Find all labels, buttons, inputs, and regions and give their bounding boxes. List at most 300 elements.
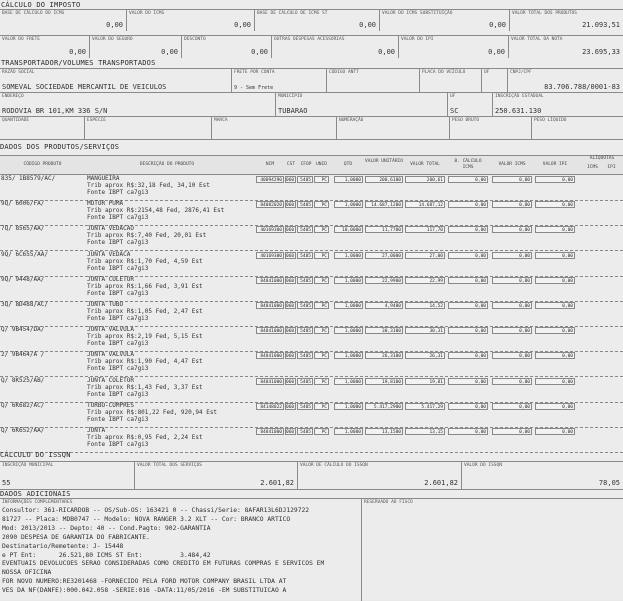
product-row: [0, 401, 623, 428]
product-bc: 0,00: [448, 428, 488, 435]
inscricao-municipal-value: 55: [2, 479, 11, 487]
product-trib: Trib aprox R$:7,40 Fed, 20,01 Est: [87, 232, 207, 240]
product-code: Q/ 9B454/DA/: [1, 326, 45, 334]
product-vunit: 26,3100: [365, 352, 403, 359]
product-trib: Trib aprox R$:1,43 Fed, 3,37 Est: [87, 383, 203, 391]
product-qtd: 1,0000: [334, 277, 363, 284]
product-ncm: 84841000: [256, 327, 284, 334]
product-code: 9Q/ 6006/FA/: [1, 200, 45, 208]
product-cst: 060: [286, 329, 295, 335]
placa-label: PLACA DO VEÍCULO: [422, 70, 466, 75]
peso-bruto-cell: [450, 117, 532, 139]
product-unid: PC: [314, 428, 329, 435]
product-ncm: 84841000: [256, 277, 284, 284]
product-code: 9Q/ 9448/AA/: [1, 275, 45, 283]
issqn-row: [0, 461, 623, 490]
product-vipi: 0,00: [535, 428, 575, 435]
product-vipi: 0,00: [535, 201, 575, 208]
product-cst: 060: [286, 404, 295, 410]
base-issqn-value: 2.601,82: [424, 479, 458, 487]
product-vicms: 0,00: [492, 403, 532, 410]
product-unid: PC: [314, 378, 329, 385]
cnpj-value: 83.706.788/0001-83: [544, 83, 620, 91]
product-vtotal: 5.417,29: [405, 403, 445, 410]
product-vicms: 0,00: [492, 378, 532, 385]
product-descricao: JUNTA COLETOR: [87, 275, 134, 283]
total-produtos-label: VALOR TOTAL DOS PRODUTOS: [512, 11, 578, 16]
product-row: [0, 275, 623, 302]
product-code: 9Q/ 6C655/AA/: [1, 250, 48, 258]
base-issqn-cell: [298, 462, 462, 489]
product-qtd: 1,0000: [334, 327, 363, 334]
product-code: Q/ 8K525/AB/: [1, 376, 45, 384]
inscricao-estadual-value: 250.631.130: [495, 107, 542, 115]
product-fonte: Fonte IBPT ca7gi3: [87, 441, 149, 448]
peso-liquido-label: PESO LÍQUIDO: [534, 118, 567, 123]
endereco-label: ENDEREÇO: [2, 94, 24, 99]
product-cst: 060: [286, 203, 295, 209]
product-row: [0, 250, 623, 277]
product-cfop: 5405: [297, 277, 313, 284]
uf-cell: [482, 69, 508, 93]
col-aliquotas: ALÍQUOTAS: [589, 156, 615, 161]
especie-cell: [85, 117, 212, 139]
marca-cell: [212, 117, 337, 139]
total-nota-value: 23.695,33: [582, 48, 620, 56]
product-bc: 0,00: [448, 378, 488, 385]
product-qtd: 1,0000: [334, 201, 363, 208]
product-trib: Trib aprox R$:1,66 Fed, 3,91 Est: [87, 282, 203, 290]
product-vicms: 0,00: [492, 428, 532, 435]
product-vipi: 0,00: [535, 327, 575, 334]
info-line: FOR NOVO NUMERO:RE3201468 -FORNECIDO PELA FORD MOTOR COMPANY BRASIL LTDA AT: [2, 578, 287, 586]
product-vicms: 0,00: [492, 176, 532, 183]
especie-label: ESPÉCIE: [87, 118, 106, 123]
product-description: [87, 351, 203, 372]
product-vicms: 0,00: [492, 302, 532, 309]
product-row: [0, 325, 623, 352]
frete-label: VALOR DO FRETE: [2, 37, 40, 42]
product-bc: 0,00: [448, 176, 488, 183]
razao-social-cell: [0, 69, 232, 93]
antt-label: CÓDIGO ANTT: [329, 70, 359, 75]
total-servicos-value: 2.601,82: [260, 479, 294, 487]
product-unid: PC: [314, 176, 329, 183]
municipio-cell: [276, 93, 448, 117]
valor-icms-st-value: 0,00: [489, 21, 506, 29]
product-cst: 060: [286, 178, 295, 183]
product-cfop: 5405: [297, 327, 313, 334]
info-line: EVENTUAIS DEVOLUCOES SERAO CONSIDERADAS COMO CREDITO EM FUTURAS COMPRAS E SERVICOS EM: [2, 560, 325, 568]
product-vtotal: 22,99: [405, 277, 445, 284]
product-ncm: 40169300: [256, 252, 284, 259]
product-bc: 0,00: [448, 201, 488, 208]
product-descricao: JUNTA VALVULA: [87, 351, 134, 359]
product-fonte: Fonte IBPT ca7gi3: [87, 289, 149, 297]
product-vunit: 22,9900: [365, 277, 403, 284]
product-trib: Trib aprox R$:0,95 Fed, 2,24 Est: [87, 434, 203, 441]
product-vtotal: 26,31: [405, 352, 445, 359]
uf-label: UF: [484, 70, 490, 75]
product-description: [87, 251, 203, 272]
product-qtd: 1,0000: [334, 428, 363, 435]
product-description: [87, 301, 203, 322]
product-ncm: 84841000: [256, 352, 284, 359]
product-vipi: 0,00: [535, 277, 575, 284]
product-cst: 060: [286, 228, 295, 234]
seguro-cell: [90, 36, 182, 58]
product-qtd: 1,0000: [334, 378, 363, 385]
product-fonte: Fonte IBPT ca7gi3: [87, 315, 149, 322]
product-vtotal: 14.687,12: [405, 201, 445, 208]
info-complementares-label: INFORMAÇÕES COMPLEMENTARES: [2, 500, 73, 505]
product-unid: PC: [314, 327, 329, 334]
product-vtotal: 14,52: [405, 302, 445, 309]
frete-cell: [0, 36, 90, 58]
total-produtos-cell: [510, 10, 623, 31]
valor-ipi-value: 0,00: [488, 48, 505, 56]
valor-icms-label: VALOR DO ICMS: [129, 11, 165, 16]
product-bc: 0,00: [448, 327, 488, 334]
product-ncm: 84841000: [256, 302, 284, 309]
product-vunit: 30,3100: [365, 327, 403, 334]
product-unid: PC: [314, 403, 329, 410]
section-title-issqn: CÁLCULO DO ISSQN: [0, 451, 71, 459]
product-cfop: 5405: [297, 176, 313, 183]
product-unid: PC: [314, 302, 329, 309]
valor-issqn-label: VALOR DO ISSQN: [464, 463, 502, 468]
product-qtd: 10,0000: [334, 226, 363, 233]
product-fonte: Fonte IBPT ca7gi3: [87, 214, 149, 222]
product-trib: Trib aprox R$:1,70 Fed, 4,59 Est: [87, 257, 203, 265]
product-vicms: 0,00: [492, 277, 532, 284]
product-descricao: JUNTA VALVULA: [87, 326, 134, 334]
desconto-value: 0,00: [251, 48, 268, 56]
outras-despesas-cell: [272, 36, 399, 58]
col-bc-icms: B. CÁLCULO ICMS: [454, 159, 482, 170]
total-produtos-value: 21.093,51: [582, 21, 620, 29]
col-ncm: NCM: [265, 162, 275, 167]
endereco-value: RODOVIA BR 101,KM 336 S/N: [2, 107, 108, 115]
product-unid: PC: [314, 201, 329, 208]
col-valor-ipi: VALOR IPI: [542, 162, 568, 167]
adicionais-box: [0, 498, 623, 601]
product-descricao: MOTOR PUMA: [87, 200, 124, 208]
transp-row-3: [0, 116, 623, 140]
frete-conta-cell: [232, 69, 327, 93]
total-servicos-label: VALOR TOTAL DOS SERVIÇOS: [137, 463, 203, 468]
base-issqn-label: VALOR DE CÁLCULO DO ISSQN: [300, 463, 368, 468]
info-line: NOSSA OFICINA: [2, 569, 52, 577]
transp-row-2: [0, 92, 623, 117]
product-vipi: 0,00: [535, 378, 575, 385]
product-row: [0, 174, 623, 201]
reservado-fisco-label: RESERVADO AO FISCO: [364, 500, 413, 505]
product-qtd: 1,0000: [334, 176, 363, 183]
uf2-label: UF: [450, 94, 456, 99]
outras-despesas-value: 0,00: [378, 48, 395, 56]
product-fonte: Fonte IBPT ca7gi3: [87, 365, 149, 373]
outras-despesas-label: OUTRAS DESPESAS ACESSÓRIAS: [274, 37, 345, 42]
product-vipi: 0,00: [535, 352, 575, 359]
product-vipi: 0,00: [535, 226, 575, 233]
col-unid: UNID: [316, 162, 327, 167]
product-description: [87, 377, 203, 398]
endereco-cell: [0, 93, 276, 117]
cnpj-cell: [508, 69, 623, 93]
info-line: 2090 DESPESA DE GARANTIA DO FABRICANTE.: [2, 533, 150, 541]
product-unid: PC: [314, 226, 329, 233]
bc-icms-st-cell: [255, 10, 380, 31]
product-descricao: MANGUEIRA: [87, 175, 120, 182]
bc-icms-label: BASE DE CÁLCULO DO ICMS: [2, 11, 65, 16]
col-qtd: QTD: [343, 162, 353, 167]
product-description: [87, 225, 206, 246]
cnpj-label: CNPJ/CPF: [510, 70, 532, 75]
product-fonte: Fonte IBPT ca7gi3: [87, 415, 149, 423]
valor-icms-value: 0,00: [234, 21, 251, 29]
product-cfop: 5405: [297, 352, 313, 359]
product-vtotal: 13,15: [405, 428, 445, 435]
col-valor-unitario: VALOR UNITÁRIO: [365, 159, 403, 164]
product-row: [0, 300, 623, 327]
product-vtotal: 30,31: [405, 327, 445, 334]
product-description: [87, 276, 203, 297]
section-title-transportador: TRANSPORTADOR/VOLUMES TRANSPORTADOS: [1, 59, 156, 67]
product-ncm: 40094290: [256, 176, 284, 183]
product-code: Q/ 6K652/AA/: [1, 427, 45, 434]
municipio-value: TUBARAO: [278, 107, 308, 115]
product-vicms: 0,00: [492, 226, 532, 233]
product-vicms: 0,00: [492, 252, 532, 259]
product-bc: 0,00: [448, 277, 488, 284]
col-aliq-icms: ICMS: [587, 165, 598, 170]
total-servicos-cell: [135, 462, 298, 489]
product-qtd: 1,0000: [334, 352, 363, 359]
quantidade-cell: [0, 117, 85, 139]
product-descricao: JUNTA VEDACAO: [87, 225, 134, 233]
product-descricao: TURBO-COMPRES: [87, 401, 134, 409]
product-vipi: 0,00: [535, 176, 575, 183]
valor-ipi-cell: [399, 36, 509, 58]
product-vicms: 0,00: [492, 352, 532, 359]
inscricao-estadual-label: INSCRIÇÃO ESTADUAL: [495, 94, 544, 99]
numeracao-label: NUMERAÇÃO: [339, 118, 364, 123]
product-description: [87, 200, 224, 221]
product-vicms: 0,00: [492, 327, 532, 334]
placa-cell: [420, 69, 482, 93]
col-aliq-ipi: IPI: [607, 165, 616, 170]
product-bc: 0,00: [448, 226, 488, 233]
product-code: 2/ 9B464/A /: [1, 351, 45, 359]
info-complementares-cell: [0, 499, 362, 601]
frete-value: 0,00: [69, 48, 86, 56]
info-line: Destinatario/Remetente: J- 15448: [2, 542, 124, 550]
info-line: Consultor: 361-RICARDOB -- OS/Sub-OS: 163421 0 -- Chassi/Serie: 8AFAR13L6DJ129722: [2, 507, 310, 514]
product-trib: Trib aprox R$:801,22 Fed, 920,94 Est: [87, 408, 218, 416]
inscricao-municipal-cell: [0, 462, 135, 489]
product-trib: Trib aprox R$:1,05 Fed, 2,47 Est: [87, 308, 203, 315]
product-qtd: 1,0000: [334, 302, 363, 309]
info-line: Mod: 2013/2013 -- Depto: 40 -- Cond.Pagto: 902-GARANTIA: [2, 524, 211, 532]
product-ncm: 40169300: [256, 226, 284, 233]
bc-icms-st-label: BASE DE CÁLCULO DE ICMS ST: [257, 11, 328, 16]
seguro-label: VALOR DO SEGURO: [92, 37, 133, 42]
product-ncm: 84148022: [256, 403, 284, 410]
valor-issqn-value: 78,05: [598, 479, 620, 487]
product-cfop: 5405: [297, 226, 313, 233]
product-code: 7Q/ 8565/AA/: [1, 225, 45, 233]
section-title-imposto: CÁLCULO DO IMPOSTO: [1, 1, 81, 9]
product-vipi: 0,00: [535, 302, 575, 309]
product-cst: 060: [286, 304, 295, 309]
reservado-fisco-cell: [362, 499, 623, 601]
product-vunit: 19,8100: [365, 378, 403, 385]
col-valor-icms: VALOR ICMS: [498, 162, 526, 167]
product-cfop: 5405: [297, 302, 313, 309]
col-codigo: CÓDIGO PRODUTO: [23, 162, 62, 167]
valor-icms-cell: [127, 10, 255, 31]
bc-icms-st-value: 0,00: [359, 21, 376, 29]
product-descricao: JUNTA: [87, 427, 106, 434]
product-vicms: 0,00: [492, 201, 532, 208]
peso-bruto-label: PESO BRUTO: [452, 118, 480, 123]
product-cst: 060: [286, 253, 295, 259]
product-cfop: 5405: [297, 378, 313, 385]
product-vtotal: 19,81: [405, 378, 445, 385]
product-unid: PC: [314, 252, 329, 259]
product-qtd: 1,0000: [334, 403, 363, 410]
product-cst: 060: [286, 379, 295, 385]
product-cfop: 5405: [297, 252, 313, 259]
antt-cell: [327, 69, 420, 93]
valor-icms-st-label: VALOR DO ICMS SUBSTITUIÇÃO: [382, 11, 453, 16]
product-code: Q/ 6K682/AC/: [1, 401, 45, 409]
product-cst: 060: [286, 278, 295, 284]
product-trib: Trib aprox R$:2,19 Fed, 5,15 Est: [87, 333, 203, 341]
product-cst: 060: [286, 430, 295, 435]
product-vtotal: 117,70: [405, 226, 445, 233]
section-title-produtos: DADOS DOS PRODUTOS/SERVIÇOS: [0, 143, 120, 151]
bc-icms-cell: [0, 10, 127, 31]
razao-social-value: SOMEVAL SOCIEDADE MERCANTIL DE VEICULOS: [2, 83, 167, 91]
product-bc: 0,00: [448, 403, 488, 410]
product-fonte: Fonte IBPT ca7gi3: [87, 340, 149, 348]
imposto-row-2: [0, 35, 623, 58]
product-unid: PC: [314, 277, 329, 284]
product-fonte: Fonte IBPT ca7gi3: [87, 239, 149, 247]
col-descricao: DESCRIÇÃO DO PRODUTO: [139, 162, 195, 167]
info-line: 81727 -- Placa: MDB0747 -- Modelo: NOVA RANGER 3.2 XLT -- Cor: BRANCO ARTICO: [2, 515, 291, 523]
product-vunit: 27,0000: [365, 252, 403, 259]
frete-conta-value: 9 - Sem Frete: [234, 85, 274, 91]
transp-row-1: [0, 68, 623, 93]
numeracao-cell: [337, 117, 450, 139]
marca-label: MARCA: [214, 118, 228, 123]
valor-issqn-cell: [462, 462, 623, 489]
uf2-cell: [448, 93, 493, 117]
product-cfop: 5405: [297, 428, 313, 435]
product-bc: 0,00: [448, 352, 488, 359]
product-description: [87, 427, 203, 448]
peso-liquido-cell: [532, 117, 623, 139]
product-ncm: 84841000: [256, 428, 284, 435]
product-vunit: 14.687,1200: [365, 201, 403, 208]
product-descricao: JUNTA COLETOR: [87, 376, 134, 384]
product-description: [87, 175, 210, 196]
total-nota-cell: [509, 36, 623, 58]
desconto-label: DESCONTO: [184, 37, 206, 42]
product-row: [0, 376, 623, 403]
product-vunit: 200,6100: [365, 176, 403, 183]
product-descricao: JUNTA VEDACA: [87, 250, 131, 258]
product-code: 835/ 1B8579/AC/: [1, 175, 56, 182]
product-ncm: 84841000: [256, 378, 284, 385]
seguro-value: 0,00: [161, 48, 178, 56]
desconto-cell: [182, 36, 272, 58]
valor-ipi-label: VALOR DO IPI: [401, 37, 434, 42]
uf2-value: SC: [450, 107, 459, 115]
col-valor-total: VALOR TOTAL: [410, 162, 440, 167]
product-vipi: 0,00: [535, 252, 575, 259]
product-trib: Trib aprox R$:32,18 Fed, 34,10 Est: [87, 182, 210, 189]
product-fonte: Fonte IBPT ca7gi3: [87, 189, 149, 196]
total-nota-label: VALOR TOTAL DA NOTA: [511, 37, 563, 42]
product-trib: Trib aprox R$:2154,48 Fed, 2876,41 Est: [87, 207, 225, 215]
quantidade-label: QUANTIDADE: [2, 118, 30, 123]
col-cfop: CFOP: [300, 162, 312, 167]
product-unid: PC: [314, 352, 329, 359]
product-bc: 0,00: [448, 302, 488, 309]
inscricao-estadual-cell: [493, 93, 623, 117]
produtos-header-row: [0, 155, 623, 175]
product-vipi: 0,00: [535, 403, 575, 410]
section-title-adicionais: DADOS ADICIONAIS: [0, 490, 71, 498]
product-row: [0, 350, 623, 377]
info-line: VES DA NF(DANFE):000.042.058 -SERIE:016 -DATA:11/05/2016 -EM SUBSTITUICAO A: [2, 587, 287, 595]
product-qtd: 1,0000: [334, 252, 363, 259]
product-vunit: 13,1500: [365, 428, 403, 435]
municipio-label: MUNICÍPIO: [278, 94, 303, 99]
product-cfop: 5405: [297, 201, 313, 208]
product-code: 3Q/ 8D488/AC/: [1, 301, 48, 308]
inscricao-municipal-label: INSCRIÇÃO MUNICIPAL: [2, 463, 54, 468]
product-vtotal: 200,61: [405, 176, 445, 183]
product-row: [0, 199, 623, 226]
col-cst: CST: [286, 162, 296, 167]
product-description: [87, 402, 217, 423]
info-line: e PT Ent: 26.521,80 ICMS ST Ent: 3.484,42: [2, 551, 211, 559]
product-cst: 060: [286, 354, 295, 360]
product-trib: Trib aprox R$:1,90 Fed, 4,47 Est: [87, 358, 203, 366]
product-cfop: 5405: [297, 403, 313, 410]
product-row: [0, 426, 623, 453]
razao-social-label: RAZÃO SOCIAL: [2, 70, 35, 75]
product-ncm: 84082020: [256, 201, 284, 208]
product-fonte: Fonte IBPT ca7gi3: [87, 264, 149, 272]
product-description: [87, 326, 203, 347]
product-vunit: 5.417,2900: [365, 403, 403, 410]
bc-icms-value: 0,00: [106, 21, 123, 29]
product-row: [0, 224, 623, 251]
valor-icms-st-cell: [380, 10, 510, 31]
product-bc: 0,00: [448, 252, 488, 259]
product-vtotal: 27,00: [405, 252, 445, 259]
product-vunit: 11,7700: [365, 226, 403, 233]
product-fonte: Fonte IBPT ca7gi3: [87, 390, 149, 398]
imposto-row-1: [0, 9, 623, 31]
product-vunit: 4,9400: [365, 302, 403, 309]
